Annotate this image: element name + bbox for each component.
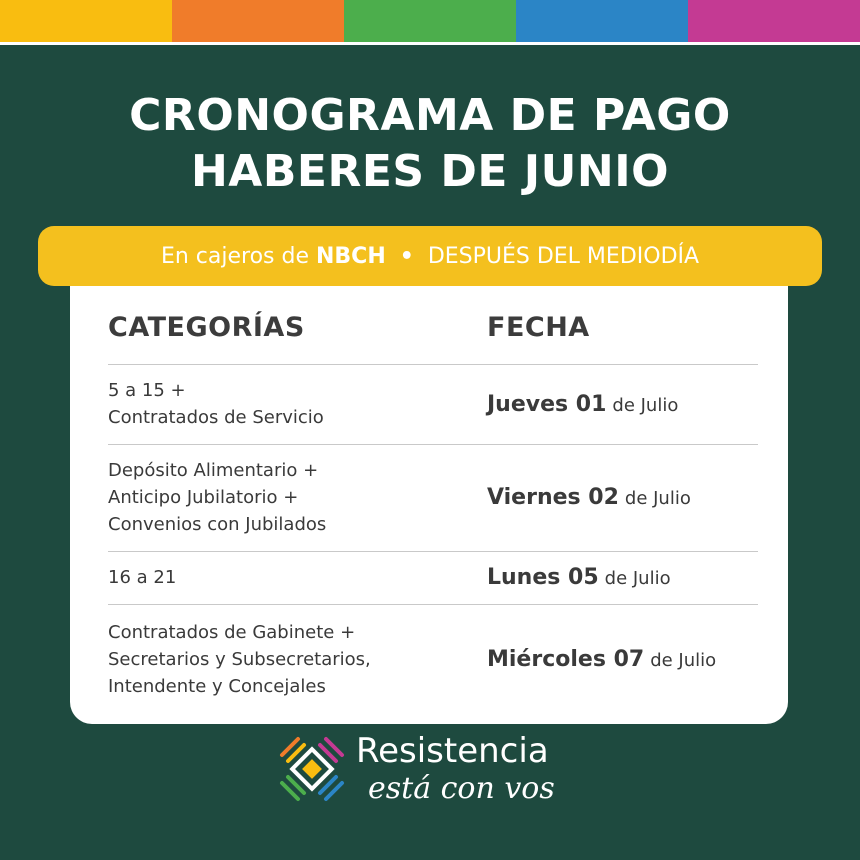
- banner-bank: NBCH: [316, 243, 386, 269]
- category-line: Contratados de Gabinete +: [108, 621, 356, 643]
- color-bar-divider: [0, 42, 860, 45]
- page-title: [0, 88, 860, 200]
- date-day: Lunes 05: [487, 565, 599, 590]
- banner-separator: •: [399, 243, 414, 269]
- payment-banner: [38, 226, 822, 286]
- date-month: de Julio: [604, 568, 671, 589]
- row-category: [108, 564, 487, 591]
- color-bar-orange: [172, 0, 344, 42]
- category-line: 5 a 15 +: [108, 380, 186, 401]
- table-row: [108, 551, 758, 604]
- color-bar-magenta: [688, 0, 860, 42]
- row-category: [108, 377, 487, 431]
- row-category: [108, 457, 487, 538]
- header-categories: CATEGORÍAS: [108, 312, 305, 343]
- category-line: Intendente y Concejales: [108, 675, 326, 697]
- row-category: [108, 619, 487, 700]
- category-line: Secretarios y Subsecretarios,: [108, 648, 371, 670]
- banner-prefix: En cajeros de: [160, 243, 309, 269]
- color-bar-yellow: [0, 0, 172, 42]
- title-line-1: CRONOGRAMA DE PAGO: [129, 90, 731, 141]
- date-month: de Julio: [624, 488, 691, 509]
- logo-tagline: está con vos: [368, 771, 555, 806]
- row-date: [487, 647, 716, 672]
- color-bar-green: [344, 0, 516, 42]
- resistencia-logo: [276, 733, 586, 807]
- date-month: de Julio: [612, 394, 679, 416]
- table-row: [108, 364, 758, 444]
- category-line: 16 a 21: [108, 567, 177, 588]
- color-bar-blue: [516, 0, 688, 42]
- color-bar: [0, 0, 860, 42]
- header-date: FECHA: [487, 312, 590, 343]
- date-month: de Julio: [650, 649, 717, 671]
- category-line: Convenios con Jubilados: [108, 514, 327, 535]
- logo-name: Resistencia: [356, 731, 549, 771]
- title-line-2: HABERES DE JUNIO: [190, 146, 669, 197]
- date-day: Viernes 02: [487, 485, 619, 510]
- table-row: [108, 604, 758, 714]
- date-day: Miércoles 07: [487, 646, 645, 672]
- category-line: Depósito Alimentario +: [108, 460, 319, 481]
- row-date: [487, 565, 671, 590]
- woven-diamond-icon: [276, 733, 348, 805]
- date-day: Jueves 01: [487, 391, 607, 417]
- category-line: Contratados de Servicio: [108, 407, 324, 428]
- banner-time: DESPUÉS DEL MEDIODÍA: [427, 243, 700, 269]
- category-line: Anticipo Jubilatorio +: [108, 487, 299, 508]
- row-date: [487, 392, 678, 417]
- table-row: [108, 444, 758, 551]
- row-date: [487, 485, 691, 510]
